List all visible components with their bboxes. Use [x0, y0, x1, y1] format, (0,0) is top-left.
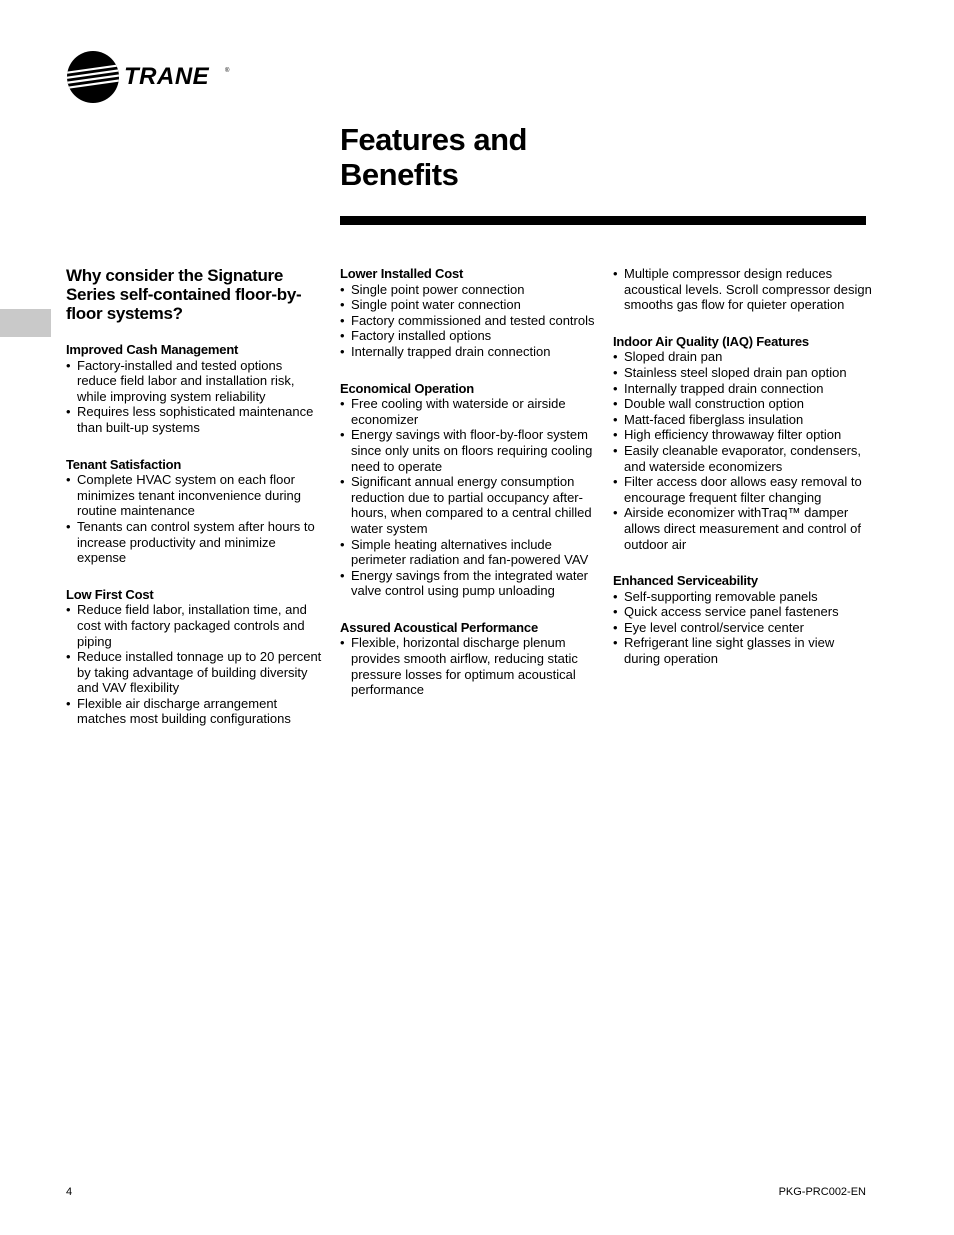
- bullet-item: • Sloped drain pan: [613, 349, 873, 365]
- bullet-item: • Complete HVAC system on each floor minimizes tenant inconvenience during routine maintenance: [66, 472, 322, 519]
- bullet-item: • Matt-faced fiberglass insulation: [613, 412, 873, 428]
- feature-section: [66, 457, 322, 566]
- column-2: [340, 266, 598, 719]
- feature-section: [613, 573, 873, 667]
- bullet-list: [613, 589, 873, 667]
- section-heading: Lower Installed Cost: [340, 266, 464, 281]
- bullet-list: [66, 602, 322, 727]
- bullet-item: • Tenants can control system after hours to increase productivity and minimize expense: [66, 519, 322, 566]
- bullet-item: • Single point water connection: [340, 297, 598, 313]
- bullet-item: • Reduce field labor, installation time, and cost with factory packaged controls and piping: [66, 602, 322, 649]
- section-heading: Improved Cash Management: [66, 342, 239, 357]
- section-heading: Tenant Satisfaction: [66, 456, 182, 472]
- bullet-item: • Reduce installed tonnage up to 20 percent by taking advantage of building diversity and VAV flexibility: [66, 649, 322, 696]
- section-heading: Enhanced Serviceability: [613, 573, 758, 589]
- bullet-item: • Quick access service panel fasteners: [613, 604, 873, 620]
- feature-section: [613, 266, 873, 313]
- section-heading: Low First Cost: [66, 586, 154, 602]
- feature-section: [66, 587, 322, 727]
- bullet-item: • Factory commissioned and tested controls: [340, 313, 598, 329]
- bullet-item: • Flexible, horizontal discharge plenum provides smooth airflow, reducing static pressure losses for optimum acoustical performance: [340, 635, 598, 697]
- bullet-item: • Easily cleanable evaporator, condensers, and waterside economizers: [613, 443, 873, 474]
- section-heading: Indoor Air Quality (IAQ) Features: [613, 333, 809, 349]
- bullet-item: • Stainless steel sloped drain pan option: [613, 365, 873, 381]
- bullet-list: [66, 472, 322, 566]
- svg-text:®: ®: [225, 68, 230, 74]
- page-title-line1: Features and: [340, 122, 527, 157]
- bullet-item: • Filter access door allows easy removal to encourage frequent filter changing: [613, 474, 873, 505]
- bullet-item: • Airside economizer withTraq™ damper allows direct measurement and control of outdoor air: [613, 505, 873, 552]
- feature-section: [340, 620, 598, 698]
- column-1: [66, 266, 322, 748]
- feature-section: [340, 266, 598, 360]
- bullet-list: [340, 282, 598, 360]
- bullet-item: • Self-supporting removable panels: [613, 589, 873, 605]
- bullet-list: [340, 396, 598, 599]
- page-title: [340, 122, 740, 192]
- title-rule: [340, 216, 866, 225]
- section-heading: Assured Acoustical Performance: [340, 619, 538, 635]
- feature-section: [613, 334, 873, 552]
- bullet-item: • Energy savings from the integrated water valve control using pump unloading: [340, 568, 598, 599]
- bullet-item: • Multiple compressor design reduces acoustical levels. Scroll compressor design smooths gas flow for quieter operation: [613, 266, 873, 313]
- bullet-list: [66, 358, 322, 436]
- bullet-item: • Requires less sophisticated maintenance than built-up systems: [66, 404, 322, 435]
- bullet-item: • Flexible air discharge arrangement matches most building configurations: [66, 696, 322, 727]
- trane-logo-icon: [66, 50, 236, 106]
- feature-section: [340, 381, 598, 599]
- logo-wordmark: TRANE: [124, 63, 210, 90]
- bullet-item: • Internally trapped drain connection: [340, 344, 598, 360]
- bullet-item: • High efficiency throwaway filter option: [613, 427, 873, 443]
- page-title-line2: Benefits: [340, 157, 459, 192]
- trane-logo: [66, 50, 236, 106]
- section-heading: Economical Operation: [340, 380, 474, 396]
- intro-heading: Why consider the Signature Series self-contained floor-by-floor systems?: [66, 266, 302, 323]
- bullet-item: • Free cooling with waterside or airside economizer: [340, 396, 598, 427]
- bullet-list: [340, 635, 598, 697]
- bullet-item: • Eye level control/service center: [613, 620, 873, 636]
- bullet-item: • Factory installed options: [340, 328, 598, 344]
- bullet-item: • Double wall construction option: [613, 396, 873, 412]
- column-3: [613, 266, 873, 688]
- section-tab-marker: [0, 309, 51, 337]
- page-number: 4: [66, 1186, 73, 1198]
- bullet-item: • Refrigerant line sight glasses in view during operation: [613, 635, 873, 666]
- bullet-item: • Internally trapped drain connection: [613, 381, 873, 397]
- document-id: PKG-PRC002-EN: [778, 1186, 866, 1198]
- bullet-list: [613, 349, 873, 552]
- bullet-item: • Factory-installed and tested options reduce field labor and installation risk, while improving system reliability: [66, 358, 322, 405]
- bullet-list: [613, 266, 873, 313]
- bullet-item: • Single point power connection: [340, 282, 598, 298]
- bullet-item: • Significant annual energy consumption reduction due to partial occupancy after-hours, when compared to a central chilled water system: [340, 474, 598, 536]
- bullet-item: • Energy savings with floor-by-floor system since only units on floors requiring cooling need to operate: [340, 427, 598, 474]
- feature-section: [66, 342, 322, 436]
- bullet-item: • Simple heating alternatives include perimeter radiation and fan-powered VAV: [340, 537, 598, 568]
